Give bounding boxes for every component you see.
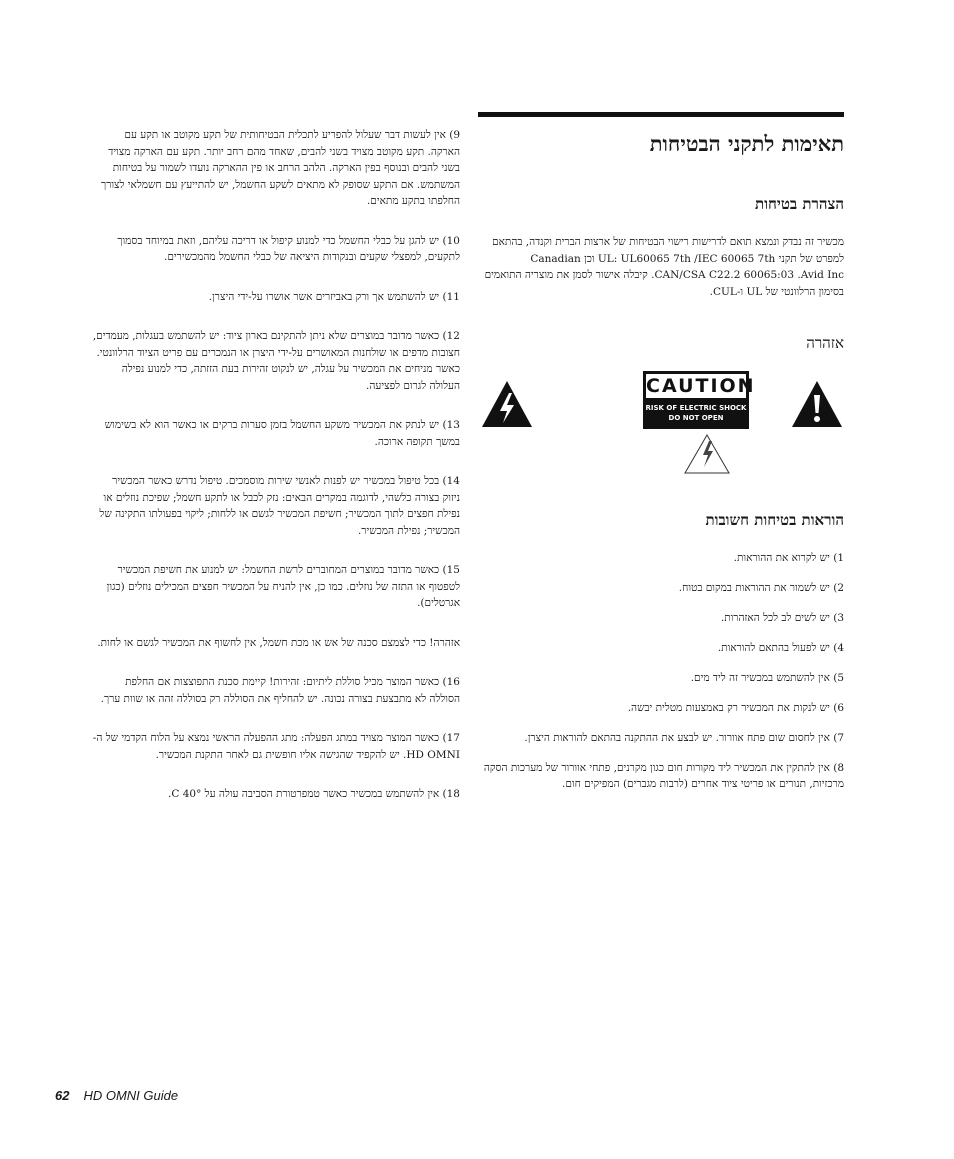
safety-paragraph-12: 12) כאשר מדובר במוצרים שלא ניתן להתקינם בארון ציוד: יש להשתמש בעגלות, מעמדים, חצובות מדפים או שולחנות המאושרים על-ידי היצרן או הנמכרים עם פריט הציוד הרלוונטי. כאשר מניחים את המכשיר על עגלה, יש לנקוט זהירות בעת הזזתה, כדי למנוע נפילה העלולה לגרום לפציעה. <box>92 330 460 392</box>
instruction-item-3: 3) יש לשים לב לכל האזהרות. <box>720 612 844 624</box>
safety-paragraph-18: 18) אין להשתמש במכשיר כאשר טמפרטורת הסביבה עולה על 40° C. <box>167 788 460 800</box>
section-title-important-safety: הוראות בטיחות חשובות <box>705 511 844 529</box>
caution-box <box>643 371 756 429</box>
instruction-item-8: 8) אין להתקין את המכשיר ליד מקורות חום כגון מקרנים, פתחי אוורור של מערכות הסקה מרכזיות, תנורים או פריטי ציוד אחרים (לרבות מגברים) המפיקים חום. <box>483 762 844 790</box>
safety-paragraph-16: 16) כאשר המוצר מכיל סוללת ליתיום: זהירות! קיימת סכנת התפוצצות אם החלפת הסוללה לא מתבצעת בצורה נכונה. יש להחליף את הסוללה רק בסוללה זהה או שוות ערך. <box>100 676 460 705</box>
safety-paragraph-9: 9) אין לעשות דבר שעלול להפריע לתכלית הבטיחותית של תקע מקוטב או תקע עם הארקה. תקע מקוטב מצויד בשני להבים, שאחד מהם רחב יותר. תקע עם הארקה מצויד בשני להבים ובנוסף בפין הארקה. הלהב הרחב או פין ההארקה נועדו לשמור על בטיחות המשתמש. אם התקע שסופק לא מתאים לשקע החשמל, יש להתייעץ עם חשמלאי לצורך החלפתו בתקע מתאים. <box>101 129 460 207</box>
instruction-item-5: 5) אין להשתמש במכשיר זה ליד מים. <box>690 672 844 684</box>
caution-line-1: RISK OF ELECTRIC SHOCK <box>645 404 747 412</box>
top-rule <box>478 112 844 117</box>
instruction-item-6: 6) יש לנקות את המכשיר רק באמצעות מטלית יבשה. <box>627 702 844 714</box>
instruction-item-7: 7) אין לחסום שום פתח אוורור. יש לבצע את ההתקנה בהתאם להוראות היצרן. <box>524 732 844 744</box>
safety-paragraph-15: 15) כאשר מדובר במוצרים המחוברים לרשת החשמל: יש למנוע את חשיפת המכשיר לטפטוף או התזה של נוזלים. כמו כן, אין להניח על המכשיר חפצים המכילים נוזלים (כגון אגרטלים). <box>106 564 460 609</box>
lightning-outline-icon <box>683 433 731 475</box>
rain-warning-paragraph: אזהרה! כדי לצמצם סכנה של אש או מכת חשמל, אין לחשוף את המכשיר לגשם או לחות. <box>97 636 460 649</box>
instruction-item-2: 2) יש לשמור את ההוראות במקום בטוח. <box>678 582 844 594</box>
instruction-item-4: 4) יש לפעול בהתאם להוראות. <box>717 642 844 654</box>
page-title: תאימות לתקני הבטיחות <box>649 131 844 156</box>
safety-paragraph-14: 14) בכל טיפול במכשיר יש לפנות לאנשי שירות מוסמכים. טיפול נדרש כאשר המכשיר ניזוק בצורה כלשהי, לדוגמה במקרים הבאים: נזק לכבל או לתקע חשמל; שפיכת נוזלים או נפילת חפצים לתוך המכשיר; חשיפת המכשיר לגשם או ללחות; ליקוי בפעולתו התקינה של המכשיר; נפילת המכשיר. <box>99 475 460 537</box>
safety-paragraph-11: 11) יש להשתמש אך ורק באביזרים אשר אושרו על-ידי היצרן. <box>208 290 460 303</box>
right-column <box>478 112 844 806</box>
page-footer <box>55 1088 178 1103</box>
page-number: 62 <box>55 1088 70 1103</box>
left-column <box>92 127 460 826</box>
safety-paragraph-10: 10) יש להגן על כבלי החשמל כדי למנוע קיפול או דריכה עליהם, וזאת במיוחד בסמוך לתקעים, למפצלי שקעים ובנקודות היציאה של כבלי החשמל מהמכשירים. <box>117 234 460 263</box>
safety-paragraph-17: 17) כאשר המוצר מצויד במתג הפעלה: מתג ההפעלה הראשי נמצא על הלוח הקדמי של ה-HD OMNI. יש להקפיד שהגישה אליו חופשית גם לאחר התקנת המכשיר. <box>92 732 460 761</box>
lightning-triangle-icon <box>480 379 534 429</box>
caution-label <box>478 371 844 491</box>
section-title-safety-declaration: הצהרת בטיחות <box>755 195 844 213</box>
warning-heading: אזהרה <box>806 334 844 352</box>
safety-declaration-body: מכשיר זה נבדק ונמצא תואם לדרישות רישוי הבטיחות של ארצות הברית וקנדה, בהתאם למפרט של תקני UL: UL60065 7th /IEC 60065 7th וכן Canadian CAN/CSA C22.2 60065:03 .Avid Inc. קיבלה אישור לסמן את מוצריה התואמים בסימון הרלוונטי של UL ו-CUL. <box>484 236 844 298</box>
guide-title: HD OMNI Guide <box>83 1088 179 1103</box>
exclamation-triangle-icon <box>790 379 844 429</box>
caution-line-2: DO NOT OPEN <box>668 414 724 422</box>
safety-paragraph-13: 13) יש לנתק את המכשיר משקע החשמל בזמן סערות ברקים או כאשר הוא לא בשימוש במשך תקופה ארוכה. <box>104 419 460 448</box>
instruction-item-1: 1) יש לקרוא את ההוראות. <box>733 552 844 564</box>
caution-word: CAUTION <box>646 375 756 397</box>
